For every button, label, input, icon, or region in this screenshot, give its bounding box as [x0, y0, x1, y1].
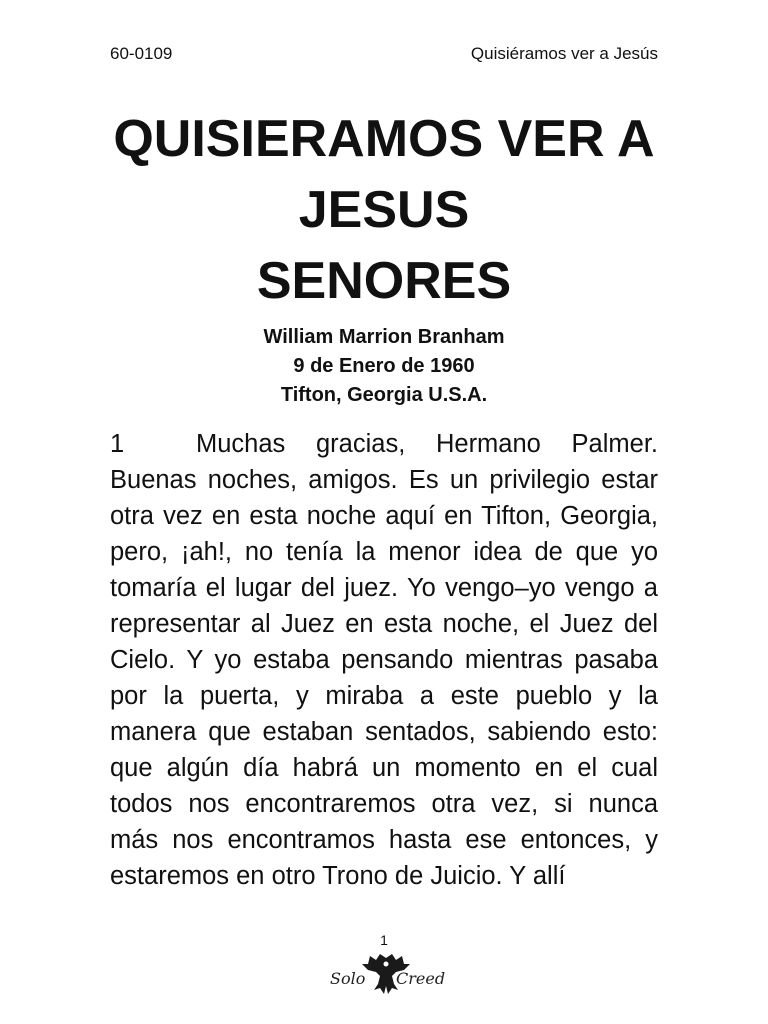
logo-text-right: Creed — [396, 969, 446, 988]
paragraph-number: 1 — [110, 430, 125, 458]
paragraph-text: Muchas gracias, Hermano Palmer. Buenas noches, amigos. Es un privilegio estar otra vez en esta noche aquí en Tifton, Georgia, pero, ¡ah!, no tenía la menor idea de que yo tomaría el lugar del juez. Yo vengo–yo vengo a representar al Juez en esta noche, el Juez del Cielo. Y yo estaba pensando mientras pasaba por la puerta, y miraba a este pueblo y la manera que estaban sentados, sabiendo esto: que algún día habrá un momento en el cual todos nos encontraremos otra vez, si nunca más nos encontramos hasta ese entonces, y estaremos en otro Trono de Juicio. Y allí — [110, 430, 658, 890]
body-paragraph — [110, 426, 658, 894]
title-line: QUISIERAMOS VER A — [113, 110, 655, 168]
sermon-meta — [60, 323, 708, 410]
title-line: SENORES — [256, 252, 512, 310]
title-block — [60, 104, 708, 410]
sermon-code: 60-0109 — [110, 44, 173, 63]
sermon-date: 9 de Enero de 1960 — [293, 355, 475, 377]
sermon-place: Tifton, Georgia U.S.A. — [280, 384, 488, 406]
page-number: 1 — [380, 932, 388, 948]
logo-text-left: Solo — [330, 969, 366, 988]
author: William Marrion Branham — [263, 326, 505, 348]
running-title: Quisiéramos ver a Jesús — [470, 44, 658, 63]
solo-creed-logo — [326, 950, 446, 1000]
page-title — [60, 104, 708, 317]
running-header — [110, 44, 658, 64]
title-line: JESUS — [298, 181, 470, 239]
